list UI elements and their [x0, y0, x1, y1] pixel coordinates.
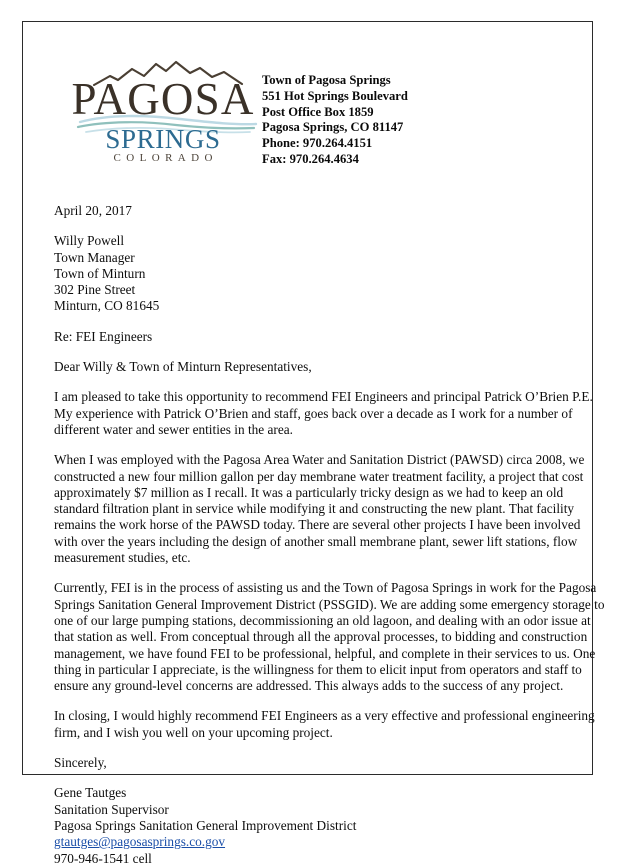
recipient-title: Town Manager — [54, 249, 135, 265]
subject-line: Re: FEI Engineers — [54, 328, 153, 344]
signature-block — [54, 785, 607, 866]
letterhead-address-line: Post Office Box 1859 — [262, 104, 374, 119]
signer-name: Gene Tautges — [54, 785, 127, 801]
page-border-frame — [22, 21, 605, 866]
signer-organization: Pagosa Springs Sanitation General Improvement District — [54, 817, 357, 833]
logo-wordmark-pagosa: PAGOSA — [71, 74, 255, 124]
letterhead-phone-line: Phone: 970.264.4151 — [262, 136, 373, 151]
signer-email-link[interactable]: gtautges@pagosasprings.co.gov — [54, 834, 226, 850]
salutation: Dear Willy & Town of Minturn Representatives, — [54, 359, 312, 375]
body-paragraph-4: In closing, I would highly recommend FEI Engineers as a very effective and professional engineering firm, and I wish you well on your upcoming project. — [54, 708, 595, 740]
recipient-organization: Town of Minturn — [54, 265, 146, 281]
body-paragraph-1: I am pleased to take this opportunity to recommend FEI Engineers and principal Patrick O’Brien P.E. My experience with Patrick O’Brien and staff, goes back over a decade as I work for a number of different water and sewer entities in the area. — [54, 389, 593, 437]
letterhead-address-line: Town of Pagosa Springs — [262, 73, 391, 87]
recipient-address-block — [54, 233, 607, 314]
recipient-street: 302 Pine Street — [54, 282, 136, 298]
closing-salutation: Sincerely, — [54, 755, 107, 771]
letter-body — [54, 203, 607, 867]
body-paragraph-2: When I was employed with the Pagosa Area Water and Sanitation District (PAWSD) circa 2008, we constructed a new four million gallon per day membrane water treatment facility, a project that cost approximately $7 million as I recall. It was a particularly tricky design as we had to keep an old standard filtration plant in service while modifying it and constructing the new plant. That facility remains the work horse of the PAWSD today. There are several other projects I have been involved with over the years including the design of another small membrane plant, sewer lift stations, flow measurement studies, etc. — [54, 452, 585, 566]
recipient-city-state-zip: Minturn, CO 81645 — [54, 298, 160, 314]
recipient-name: Willy Powell — [54, 233, 125, 249]
letterhead-address-line: Pagosa Springs, CO 81147 — [262, 120, 404, 135]
letterhead-address-line: 551 Hot Springs Boulevard — [262, 88, 408, 103]
pagosa-springs-logo — [68, 60, 258, 165]
logo-wordmark-springs: SPRINGS — [105, 124, 221, 154]
logo-wordmark-colorado: COLORADO — [113, 152, 218, 164]
signer-title: Sanitation Supervisor — [54, 801, 169, 817]
body-paragraph-3: Currently, FEI is in the process of assisting us and the Town of Pagosa Springs in work for the Pagosa Springs Sanitation General Improvement District (PSSGID). We are adding some emergency storage to one of our large pumping stations, decommissioning an old lagoon, and dealing with an odor issue at that station as well. From conceptual through all the approval processes, to bidding and construction management, we have found FEI to be professional, helpful, and complete in their services to us. One thing in particular I appreciate, is the willingness for them to elicit input from operators and staff to ensure any ground-level concerns are addressed. This always adds to the success of any project. — [54, 580, 605, 694]
letterhead — [46, 44, 615, 168]
letterhead-address-block — [262, 73, 408, 168]
letter-date: April 20, 2017 — [54, 203, 132, 218]
signer-phone: 970-946-1541 cell — [54, 850, 152, 866]
letterhead-fax-line: Fax: 970.264.4634 — [262, 151, 359, 166]
